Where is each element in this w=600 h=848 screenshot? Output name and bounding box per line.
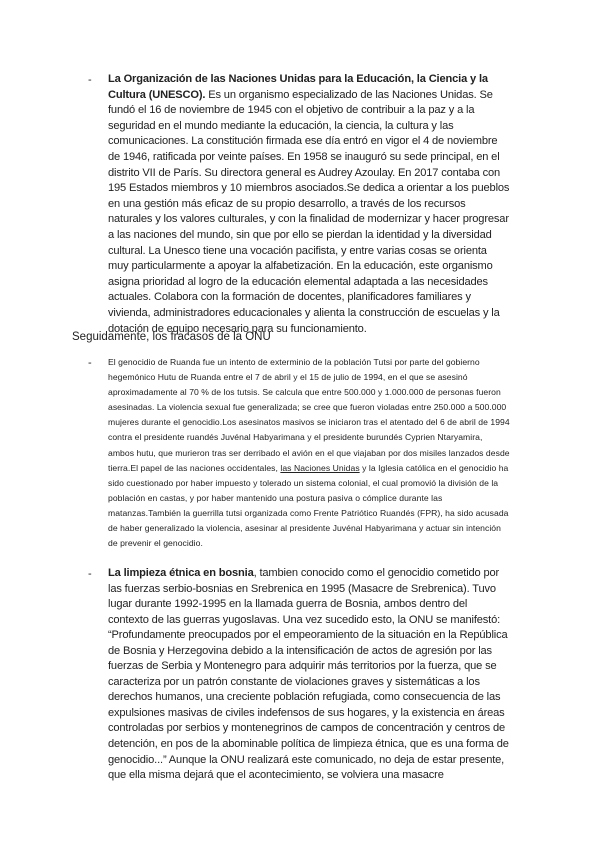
bullet-dash: - — [88, 74, 92, 86]
ruanda-paragraph — [108, 355, 510, 551]
bosnia-title: La limpieza étnica en bosnia — [108, 567, 254, 579]
ruanda-text-a: El genocidio de Ruanda fue un intento de exterminio de la población Tutsi por parte del gobierno hegemónico Hutu de Ruanda entre el 7 de abril y el 15 de julio de 1994, en el que se asesinó aproximadamente al 70 % de los tutsis. Se calcula que entre 500.000 y 1.000.000 de personas fueron asesinadas. La violencia sexual fue generalizada; se cree que fueron violadas entre 250.000 a 500.000 mujeres durante el genocidio.Los asesinatos masivos se iniciaron tras el atentado del 6 de abril de 1994 contra el presidente ruandés Juvénal Habyarimana y el presidente burundés Cyprien Ntaryamira, ambos hutu, que murieron tras ser derribado el avión en el que viajaban por dos misiles lanzados desde tierra.El papel de las naciones occidentales, — [108, 357, 510, 473]
section-heading: Seguidamente, los fracasos de la ONU — [72, 331, 271, 343]
unesco-title: La Organización de las Naciones Unidas para la Educación, la Ciencia y la Cultura (UNESCO). — [108, 73, 488, 101]
unesco-paragraph — [108, 72, 510, 337]
naciones-unidas-link[interactable]: las Naciones Unidas — [280, 462, 360, 473]
list-item-ruanda — [88, 355, 510, 551]
list-item-unesco — [88, 72, 510, 337]
bosnia-text: , tambien conocido como el genocidio cometido por las fuerzas serbio-bosnias en Srebrenica en 1995 (Masacre de Srebrenica). Tuvo lugar durante 1992-1995 en la llamada guerra de Bosnia, ambos dentro del contexto de las guerras yugoslavas. Una vez sucedido esto, la ONU se manifestó: “Profundamente preocupados por el empeoramiento de la situación en la República de Bosnia y Herzegovina debido a la intensificación de actos de agresión por las fuerzas de Serbia y Montenegro para adquirir más territorios por la fuerza, que se caracteriza por un patrón constante de violaciones graves y sistemáticas a los derechos humanos, una creciente población refugiada, como consecuencia de las expulsiones masivas de civiles indefensos de sus hogares, y la existencia en áreas controladas por serbios y montenegrinos de campos de concentración y centros de detención, en pos de la abominable política de limpieza étnica, que es una forma de genocidio...” Aunque la ONU realizará este comunicado, no deja de estar presente, que ella misma dejará que el acontecimiento, se volviera una masacre — [108, 567, 509, 782]
ruanda-text-b: y la Iglesia católica en el genocidio ha sido cuestionado por haber impuesto y tolerado un sistema colonial, el cual promovió la división de la población en castas, y por haber mantenido una postura pasiva o cómplice durante las matanzas.También la guerrilla tutsi organizada como Frente Patriótico Ruandés (FPR), ha sido acusada de haber generalizado la violencia, asesinar al presidente Juvénal Habyarimana y actuar sin intención de prevenir el genocidio. — [108, 462, 509, 549]
bosnia-paragraph — [108, 566, 510, 784]
bullet-dash: - — [88, 357, 92, 369]
bullet-dash: - — [88, 568, 92, 580]
list-item-bosnia — [88, 566, 510, 784]
unesco-text: Es un organismo especializado de las Naciones Unidas. Se fundó el 16 de noviembre de 1945 con el objetivo de contribuir a la paz y a la seguridad en el mundo mediante la educación, la ciencia, la cultura y las comunicaciones. La constitución firmada ese día entró en vigor el 4 de noviembre de 1946, ratificada por veinte países. En 1958 se inauguró su sede principal, en el distrito VII de París. Su directora general es Audrey Azoulay. En 2017 contaba con 195 Estados miembros y 10 miembros asociados.Se dedica a orientar a los pueblos en una gestión más eficaz de su propio desarrollo, a través de los recursos naturales y los valores culturales, y con la finalidad de modernizar y hacer progresar a las naciones del mundo, sin que por ello se pierdan la identidad y la diversidad cultural. La Unesco tiene una vocación pacifista, y entre varias cosas se orienta muy particularmente a apoyar la alfabetización. En la educación, este organismo asigna prioridad al logro de la educación elemental adaptada a las necesidades actuales. Colabora con la formación de docentes, planificadores familiares y vivienda, administradores educacionales y alienta la construcción de escuelas y la dotación de equipo necesario para su funcionamiento. — [108, 88, 510, 335]
